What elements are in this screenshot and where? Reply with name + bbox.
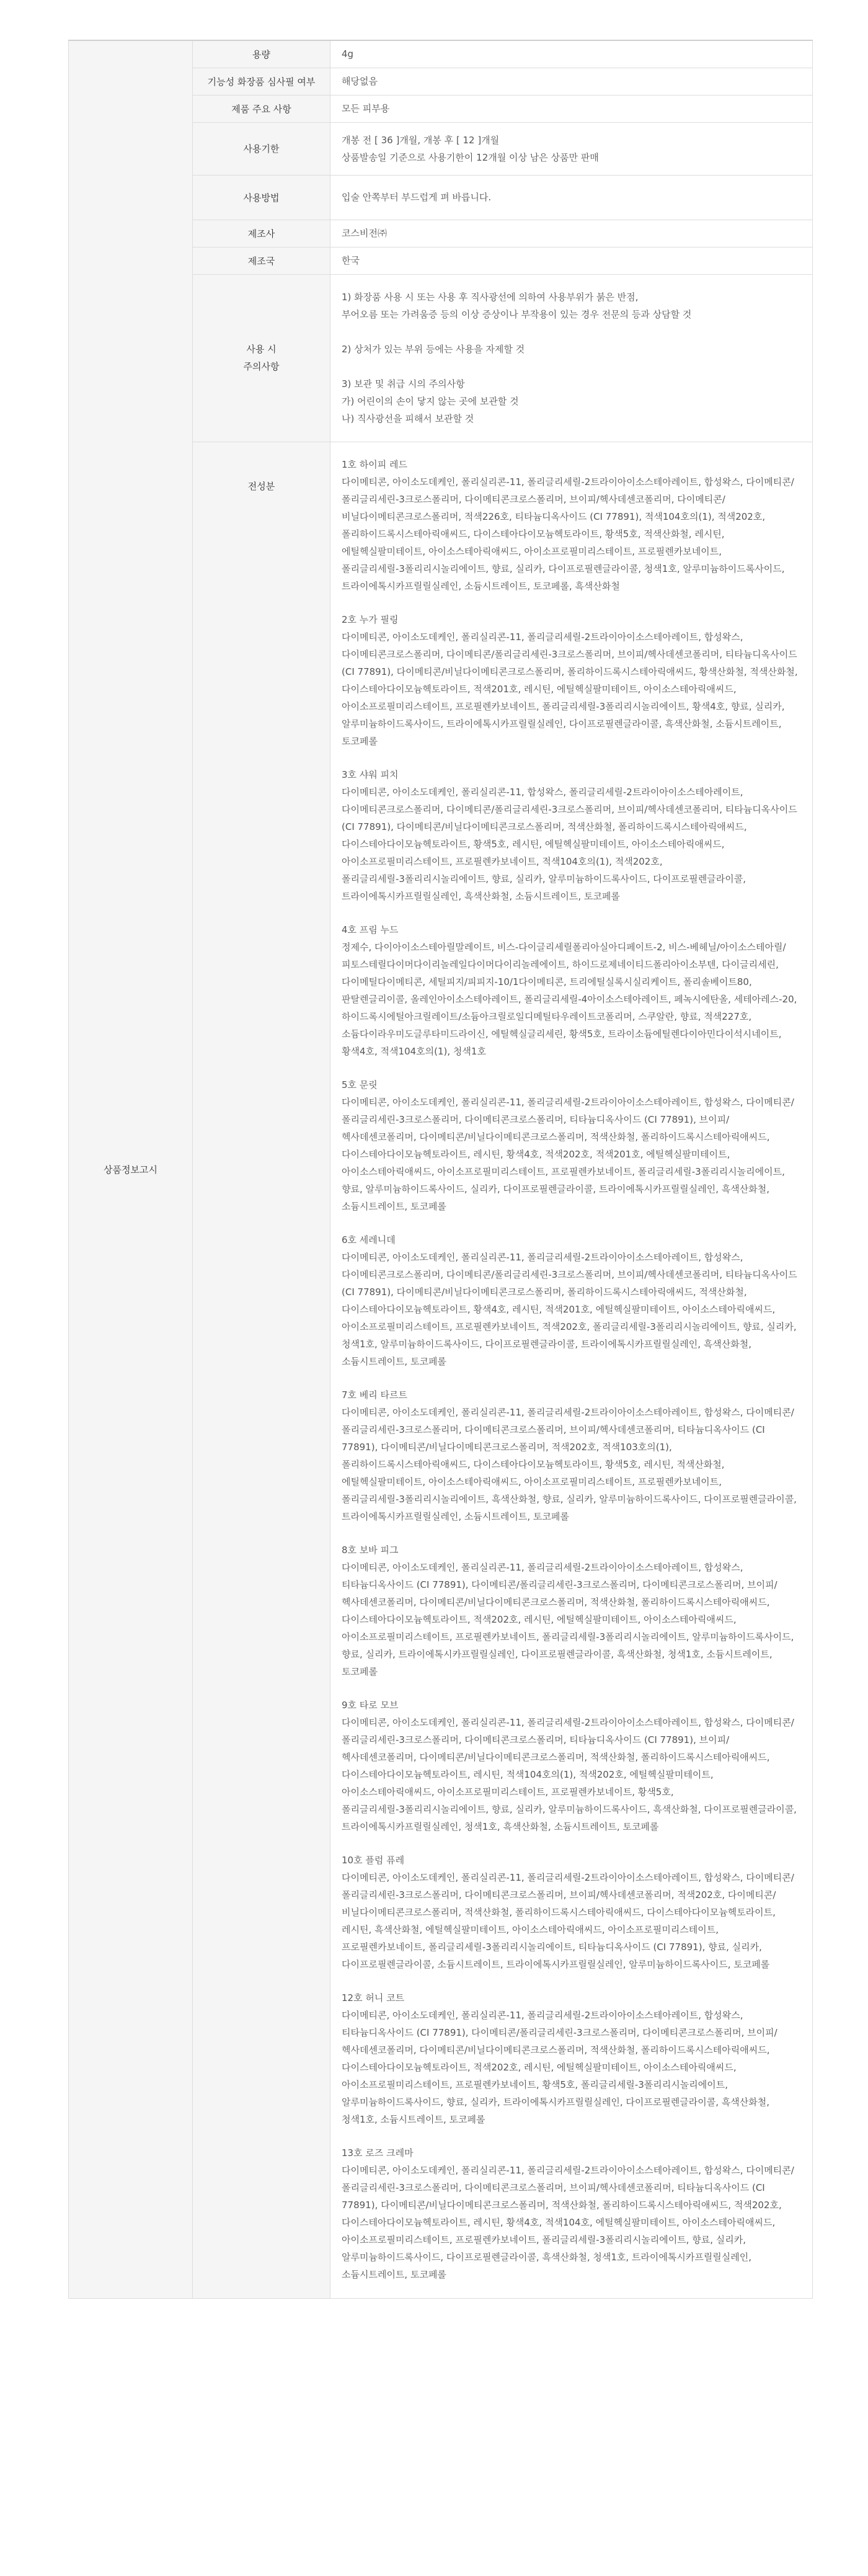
ingredient-item <box>342 611 801 750</box>
ingredient-list-text: 다이메티콘, 아이소도데케인, 폴리실리콘-11, 폴리글리세릴-2트라이아이소스테아레이트, 합성왁스, 다이메티콘/폴리글리세린-3크로스폴리머, 다이메티콘크로스폴리머, 티타늄디옥사이드 (CI 77891), 브이피/헥사데센코폴리머, 다이메티콘/비닐다이메티콘크로스폴리머, 적색산화철, 폴리하이드록시스테아릭애씨드, 다이스테아다이모늄헥토라이트, 레시틴, 황색4호, 적색202호, 적색201호, 에틸헥실팔미테이트, 아이소스테아릭애씨드, 아이소프로필미리스테이트, 프로필렌카보네이트, 폴리글리세릴-3폴리리시놀리에이트, 향료, 알루미늄하이드록사이드, 실리카, 다이프로필렌글라이콜, 트라이에톡시카프릴릴실레인, 흑색산화철, 소듐시트레이트, 토코페롤 <box>342 1096 794 1212</box>
ingredient-item <box>342 1076 801 1215</box>
caution-label-line-1: 사용 시 <box>246 344 277 355</box>
product-info-table <box>68 40 813 2299</box>
ingredient-shade-name: 6호 세레니데 <box>342 1234 396 1246</box>
ingredient-shade-name: 13호 로즈 크레마 <box>342 2147 414 2159</box>
caution-line <box>342 358 801 375</box>
ingredient-shade-name: 3호 샤워 피치 <box>342 769 399 780</box>
ingredient-item <box>342 2144 801 2283</box>
period-line-2: 상품발송일 기준으로 사용기한이 12개월 이상 남은 상품만 판매 <box>342 151 599 163</box>
value-maker: 코스비전㈜ <box>330 220 813 247</box>
ingredient-shade-name: 12호 허니 코트 <box>342 1992 405 2003</box>
ingredient-item <box>342 766 801 905</box>
value-capacity: 4g <box>330 40 813 68</box>
ingredient-item <box>342 456 801 595</box>
label-functional: 기능성 화장품 심사필 여부 <box>193 68 330 95</box>
caution-line: 1) 화장품 사용 시 또는 사용 후 직사광선에 의하여 사용부위가 붉은 반점, <box>342 292 639 303</box>
ingredient-shade-name: 10호 플럼 퓨레 <box>342 1854 405 1866</box>
ingredient-list-text: 다이메티콘, 아이소도데케인, 폴리실리콘-11, 폴리글리세릴-2트라이아이소스테아레이트, 합성왁스, 티타늄디옥사이드 (CI 77891), 다이메티콘/폴리글리세린-3크로스폴리머, 다이메티콘크로스폴리머, 브이피/헥사데센코폴리머, 다이메티콘/비닐다이메티콘크로스폴리머, 적색산화철, 폴리하이드록시스테아릭애씨드, 다이스테아다이모늄헥토라이트, 적색202호, 레시틴, 에틸헥실팔미테이트, 아이소스테아릭애씨드, 아이소프로필미리스테이트, 프로필렌카보네이트, 폴리글리세릴-3폴리리시놀리에이트, 알루미늄하이드록사이드, 향료, 실리카, 트라이에톡시카프릴릴실레인, 다이프로필렌글라이콜, 흑색산화철, 청색1호, 소듐시트레이트, 토코페롤 <box>342 1561 794 1677</box>
ingredient-item <box>342 1541 801 1680</box>
ingredient-shade-name: 1호 하이피 레드 <box>342 458 408 470</box>
ingredient-item <box>342 921 801 1060</box>
value-ingredients <box>330 442 813 2298</box>
ingredient-list-text: 다이메티콘, 아이소도데케인, 폴리실리콘-11, 폴리글리세릴-2트라이아이소스테아레이트, 합성왁스, 다이메티콘/폴리글리세린-3크로스폴리머, 다이메티콘크로스폴리머, 브이피/헥사데센코폴리머, 다이메티콘/비닐다이메티콘크로스폴리머, 적색226호, 티타늄디옥사이드 (CI 77891), 적색104호의(1), 적색202호, 폴리하이드록시스테아릭애씨드, 다이스테아다이모늄헥토라이트, 황색5호, 적색산화철, 레시틴, 에틸헥실팔미테이트, 아이소스테아릭애씨드, 아이소프로필미리스테이트, 프로필렌카보네이트, 폴리글리세릴-3폴리리시놀리에이트, 향료, 실리카, 다이프로필렌글라이콜, 청색1호, 알루미늄하이드록사이드, 트라이에톡시카프릴릴실레인, 소듐시트레이트, 토코페롤, 흑색산화철 <box>342 476 794 592</box>
ingredient-item <box>342 1386 801 1525</box>
ingredient-list-text: 다이메티콘, 아이소도데케인, 폴리실리콘-11, 폴리글리세릴-2트라이아이소스테아레이트, 합성왁스, 다이메티콘/폴리글리세린-3크로스폴리머, 다이메티콘크로스폴리머, 티타늄디옥사이드 (CI 77891), 브이피/헥사데센코폴리머, 다이메티콘/비닐다이메티콘크로스폴리머, 적색산화철, 폴리하이드록시스테아릭애씨드, 다이스테아다이모늄헥토라이트, 레시틴, 적색104호의(1), 적색202호, 에틸헥실팔미테이트, 아이소스테아릭애씨드, 아이소프로필미리스테이트, 프로필렌카보네이트, 황색5호, 폴리글리세릴-3폴리리시놀리에이트, 향료, 실리카, 알루미늄하이드록사이드, 흑색산화철, 다이프로필렌글라이콜, 트라이에톡시카프릴릴실레인, 청색1호, 흑색산화철, 소듐시트레이트, 토코페롤 <box>342 1716 797 1832</box>
label-method: 사용방법 <box>193 175 330 220</box>
row-capacity <box>69 40 813 68</box>
ingredient-list-text: 다이메티콘, 아이소도데케인, 폴리실리콘-11, 폴리글리세릴-2트라이아이소스테아레이트, 합성왁스, 다이메티콘/폴리글리세린-3크로스폴리머, 다이메티콘크로스폴리머, 브이피/헥사데센코폴리머, 티타늄디옥사이드 (CI 77891), 다이메티콘/비닐다이메티콘크로스폴리머, 적색202호, 적색103호의(1), 폴리하이드록시스테아릭애씨드, 다이스테아다이모늄헥토라이트, 황색5호, 레시틴, 적색산화철, 에틸헥실팔미테이트, 아이소스테아릭애씨드, 아이소프로필미리스테이트, 프로필렌카보네이트, 폴리글리세릴-3폴리리시놀리에이트, 흑색산화철, 향료, 실리카, 알루미늄하이드록사이드, 다이프로필렌글라이콜, 트라이에톡시카프릴릴실레인, 소듐시트레이트, 토코페롤 <box>342 1406 797 1522</box>
ingredient-shade-name: 5호 문릿 <box>342 1079 378 1090</box>
value-country: 한국 <box>330 247 813 274</box>
ingredient-list-text: 다이메티콘, 아이소도데케인, 폴리실리콘-11, 폴리글리세릴-2트라이아이소스테아레이트, 합성왁스, 다이메티콘크로스폴리머, 다이메티콘/폴리글리세린-3크로스폴리머, 브이피/헥사데센코폴리머, 티타늄디옥사이드 (CI 77891), 다이메티콘/비닐다이메티콘크로스폴리머, 폴리하이드록시스테아릭애씨드, 황색산화철, 적색산화철, 다이스테아다이모늄헥토라이트, 적색201호, 레시틴, 에틸헥실팔미테이트, 아이소스테아릭애씨드, 아이소프로필미리스테이트, 프로필렌카보네이트, 폴리글리세릴-3폴리리시놀리에이트, 황색4호, 향료, 실리카, 알루미늄하이드록사이드, 트라이에톡시카프릴릴실레인, 다이프로필렌글라이콜, 흑색산화철, 소듐시트레이트, 토코페롤 <box>342 631 798 747</box>
ingredient-list-text: 다이메티콘, 아이소도데케인, 폴리실리콘-11, 폴리글리세릴-2트라이아이소스테아레이트, 합성왁스, 다이메티콘/폴리글리세린-3크로스폴리머, 다이메티콘크로스폴리머, 브이피/헥사데센코폴리머, 적색202호, 다이메티콘/비닐다이메티콘크로스폴리머, 적색산화철, 폴리하이드록시스테아릭애씨드, 다이스테아다이모늄헥토라이트, 레시틴, 흑색산화철, 에틸헥실팔미테이트, 아이소스테아릭애씨드, 아이소프로필미리스테이트, 프로필렌카보네이트, 폴리글리세릴-3폴리리시놀리에이트, 티타늄디옥사이드 (CI 77891), 향료, 실리카, 다이프로필렌글라이콜, 소듐시트레이트, 트라이에톡시카프릴릴실레인, 알루미늄하이드록사이드, 토코페롤 <box>342 1871 794 1970</box>
label-caution <box>193 274 330 442</box>
ingredient-item <box>342 1989 801 2128</box>
label-capacity: 용량 <box>193 40 330 68</box>
label-country: 제조국 <box>193 247 330 274</box>
value-main-spec: 모든 피부용 <box>330 95 813 122</box>
value-period <box>330 122 813 175</box>
label-main-spec: 제품 주요 사항 <box>193 95 330 122</box>
caution-line: 2) 상처가 있는 부위 등에는 사용을 자제할 것 <box>342 344 525 355</box>
product-info-notice <box>68 40 812 2299</box>
value-caution <box>330 274 813 442</box>
ingredient-shade-name: 4호 프림 누드 <box>342 924 399 935</box>
caution-line: 3) 보관 및 취급 시의 주의사항 <box>342 378 465 390</box>
caution-line: 부어오름 또는 가려움증 등의 이상 증상이나 부작용이 있는 경우 전문의 등과 상담할 것 <box>342 309 692 320</box>
label-period: 사용기한 <box>193 122 330 175</box>
ingredient-shade-name: 8호 보바 피그 <box>342 1544 399 1556</box>
group-label: 상품정보고시 <box>69 40 193 2298</box>
ingredient-shade-name: 7호 베리 타르트 <box>342 1389 408 1401</box>
ingredient-shade-name: 2호 누가 필링 <box>342 613 399 625</box>
ingredient-shade-name: 9호 타로 모브 <box>342 1699 399 1711</box>
label-maker: 제조사 <box>193 220 330 247</box>
value-functional: 해당없음 <box>330 68 813 95</box>
ingredient-list-text: 정제수, 다이아이소스테아릴말레이트, 비스-다이글리세릴폴리아실아디페이트-2, 비스-베헤닐/아이소스테아릴/피토스테릴다이머다이리놀레일다이머다이리놀레에이트, 하이드로제네이티드폴리아이소부텐, 다이글리세린, 다이메틸다이메티콘, 세틸피지/피피지-10/1다이메티콘, 트리에틸실록시실리케이트, 폴리솔베이트80, 판탈렌글리이콜, 올레인아이소스테아레이트, 폴리글리세릴-4아이소스테아레이트, 페녹시에탄올, 세테아레스-20, 하이드록시에틸아크릴레이트/소듐아크릴로일디메틸타우레이트코폴리머, 스쿠알란, 향료, 적색227호, 소듐다이라우미도글루타미드라이신, 에틸헥실글리세린, 황색5호, 트라이소듐에틸렌다이아민다이석시네이트, 황색4호, 적색104호의(1), 청색1호 <box>342 941 797 1057</box>
ingredient-item <box>342 1231 801 1370</box>
caution-line <box>342 323 801 341</box>
value-method: 입술 안쪽부터 부드럽게 펴 바릅니다. <box>330 175 813 220</box>
caution-line: 나) 직사광선을 피해서 보관할 것 <box>342 413 474 424</box>
ingredient-list-text: 다이메티콘, 아이소도데케인, 폴리실리콘-11, 합성왁스, 폴리글리세릴-2트라이아이소스테아레이트, 다이메티콘크로스폴리머, 다이메티콘/폴리글리세린-3크로스폴리머, 브이피/헥사데센코폴리머, 티타늄디옥사이드 (CI 77891), 다이메티콘/비닐다이메티콘크로스폴리머, 적색산화철, 폴리하이드록시스테아릭애씨드, 다이스테아다이모늄헥토라이트, 황색5호, 레시틴, 에틸헥실팔미테이트, 아이소스테아릭애씨드, 아이소프로필미리스테이트, 프로필렌카보네이트, 적색104호의(1), 적색202호, 폴리글리세릴-3폴리리시놀리에이트, 향료, 실리카, 알루미늄하이드록사이드, 다이프로필렌글라이콜, 트라이에톡시카프릴릴실레인, 흑색산화철, 소듐시트레이트, 토코페롤 <box>342 786 797 902</box>
ingredient-list-text: 다이메티콘, 아이소도데케인, 폴리실리콘-11, 폴리글리세릴-2트라이아이소스테아레이트, 합성왁스, 다이메티콘/폴리글리세린-3크로스폴리머, 다이메티콘크로스폴리머, 브이피/헥사데센코폴리머, 티타늄디옥사이드 (CI 77891), 다이메티콘/비닐다이메티콘크로스폴리머, 적색산화철, 폴리하이드록시스테아릭애씨드, 적색202호, 다이스테아다이모늄헥토라이트, 레시틴, 황색4호, 적색104호, 에틸헥실팔미테이트, 아이소스테아릭애씨드, 아이소프로필미리스테이트, 프로필렌카보네이트, 폴리글리세릴-3폴리리시놀리에이트, 향료, 실리카, 알루미늄하이드록사이드, 다이프로필렌글라이콜, 흑색산화철, 청색1호, 트라이에톡시카프릴릴실레인, 소듐시트레이트, 토코페롤 <box>342 2164 794 2280</box>
ingredient-list-text: 다이메티콘, 아이소도데케인, 폴리실리콘-11, 폴리글리세릴-2트라이아이소스테아레이트, 합성왁스, 티타늄디옥사이드 (CI 77891), 다이메티콘/폴리글리세린-3크로스폴리머, 다이메티콘크로스폴리머, 브이피/헥사데센코폴리머, 다이메티콘/비닐다이메티콘크로스폴리머, 적색산화철, 폴리하이드록시스테아릭애씨드, 다이스테아다이모늄헥토라이트, 적색202호, 레시틴, 에틸헥실팔미테이트, 아이소스테아릭애씨드, 아이소프로필미리스테이트, 프로필렌카보네이트, 황색5호, 폴리글리세릴-3폴리리시놀리에이트, 알루미늄하이드록사이드, 향료, 실리카, 트라이에톡시카프릴릴실레인, 다이프로필렌글라이콜, 흑색산화철, 청색1호, 소듐시트레이트, 토코페롤 <box>342 2009 777 2125</box>
caution-label-line-2: 주의사항 <box>243 361 280 372</box>
period-line-1: 개봉 전 [ 36 ]개월, 개봉 후 [ 12 ]개월 <box>342 134 500 146</box>
ingredient-item <box>342 1852 801 1973</box>
caution-line: 가) 어린이의 손이 닿지 않는 곳에 보관할 것 <box>342 396 519 407</box>
ingredient-item <box>342 1696 801 1835</box>
label-ingredients: 전성분 <box>193 442 330 2298</box>
ingredient-list-text: 다이메티콘, 아이소도데케인, 폴리실리콘-11, 폴리글리세릴-2트라이아이소스테아레이트, 합성왁스, 다이메티콘크로스폴리머, 다이메티콘/폴리글리세린-3크로스폴리머, 브이피/헥사데센코폴리머, 티타늄디옥사이드 (CI 77891), 다이메티콘/비닐다이메티콘크로스폴리머, 폴리하이드록시스테아릭애씨드, 적색산화철, 다이스테아다이모늄헥토라이트, 황색4호, 레시틴, 적색201호, 에틸헥실팔미테이트, 아이소스테아릭애씨드, 아이소프로필미리스테이트, 프로필렌카보네이트, 적색202호, 폴리글리세릴-3폴리리시놀리에이트, 향료, 실리카, 청색1호, 알루미늄하이드록사이드, 다이프로필렌글라이콜, 트라이에톡시카프릴릴실레인, 흑색산화철, 소듐시트레이트, 토코페롤 <box>342 1251 797 1367</box>
